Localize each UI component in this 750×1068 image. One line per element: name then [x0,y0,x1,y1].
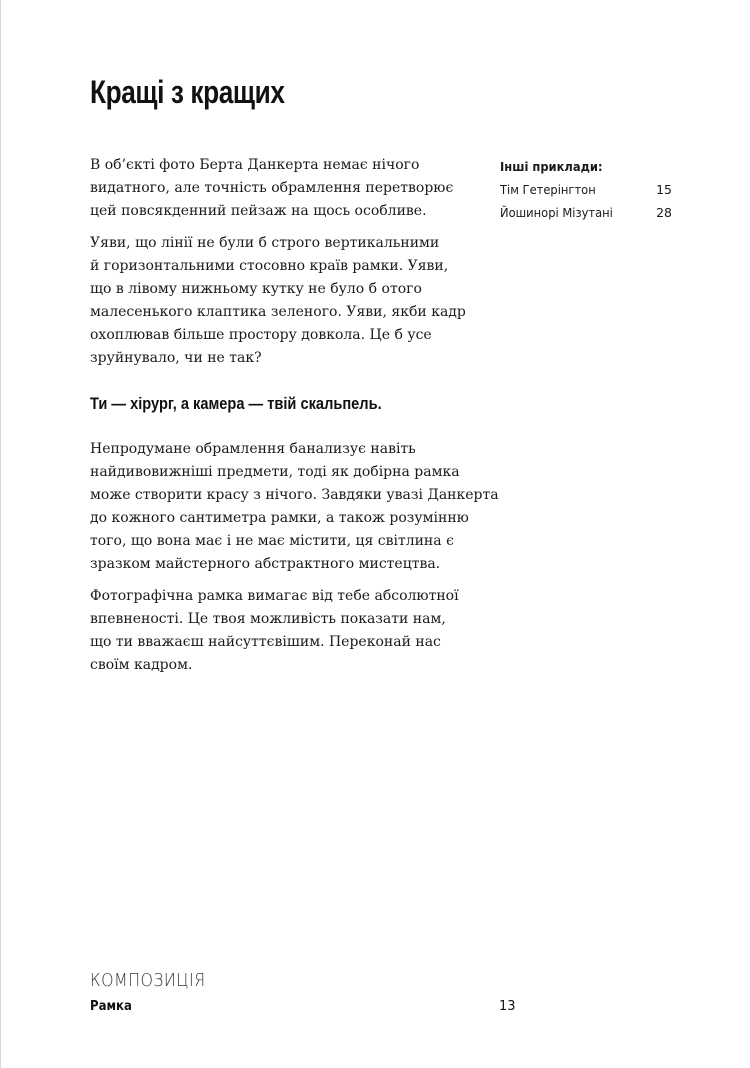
text-line: зруйнувало, чи не так? [90,350,262,366]
page-number: 13 [499,999,516,1014]
text-line: до кожного сантиметра рамки, а також розумінню [90,510,469,526]
text-line: цей повсякденний пейзаж на щось особливе. [90,203,427,219]
footer-subsection: Рамка [90,999,132,1014]
text-line: зразком майстерного абстрактного мистецтва. [90,556,441,572]
text-line: впевненості. Це твоя можливість показати нам, [90,611,446,627]
sidebar-heading: Інші приклади: [500,159,603,174]
text-line: Уяви, що лінії не були б строго вертикальними [90,235,440,251]
text-line: видатного, але точність обрамлення перетворює [90,180,454,196]
reference-name: Йошинорі Мізутані [500,205,613,220]
other-examples-sidebar [500,156,672,224]
text-line: що в лівому нижньому кутку не було б отого [90,281,422,297]
page-edge [0,0,1,1068]
footer-section-title: КОМПОЗИЦІЯ [90,970,206,991]
text-line: може створити красу з нічого. Завдяки увазі Данкерта [90,487,499,503]
reference-name: Тім Гетерінгтон [500,182,596,197]
paragraph-4 [90,585,470,677]
text-line: В об’єкті фото Берта Данкерта немає нічого [90,157,420,173]
section-subheading: Ти — хірург, а камера — твій скальпель. [90,394,382,413]
paragraph-2 [90,232,470,370]
text-line: Фотографічна рамка вимагає від тебе абсолютної [90,588,459,604]
text-line: охоплював більше простору довкола. Це б усе [90,327,432,343]
text-line: що ти вважаєш найсуттєвішим. Переконай нас [90,634,441,650]
text-line: своїм кадром. [90,657,193,673]
text-line: найдивовижніші предмети, тоді як добірна рамка [90,464,460,480]
paragraph-3 [90,438,499,576]
text-line: Непродумане обрамлення банализує навіть [90,441,416,457]
reference-page: 15 [656,182,672,197]
reference-row[interactable] [500,201,672,224]
reference-row[interactable] [500,178,672,201]
text-line: й горизонтальними стосовно країв рамки. Уяви, [90,258,449,274]
paragraph-1 [90,154,470,223]
text-line: малесенького клаптика зеленого. Уяви, якби кадр [90,304,466,320]
reference-page: 28 [656,205,672,220]
text-line: того, що вона має і не має містити, ця світлина є [90,533,454,549]
page-title: Кращі з кращих [90,74,285,110]
